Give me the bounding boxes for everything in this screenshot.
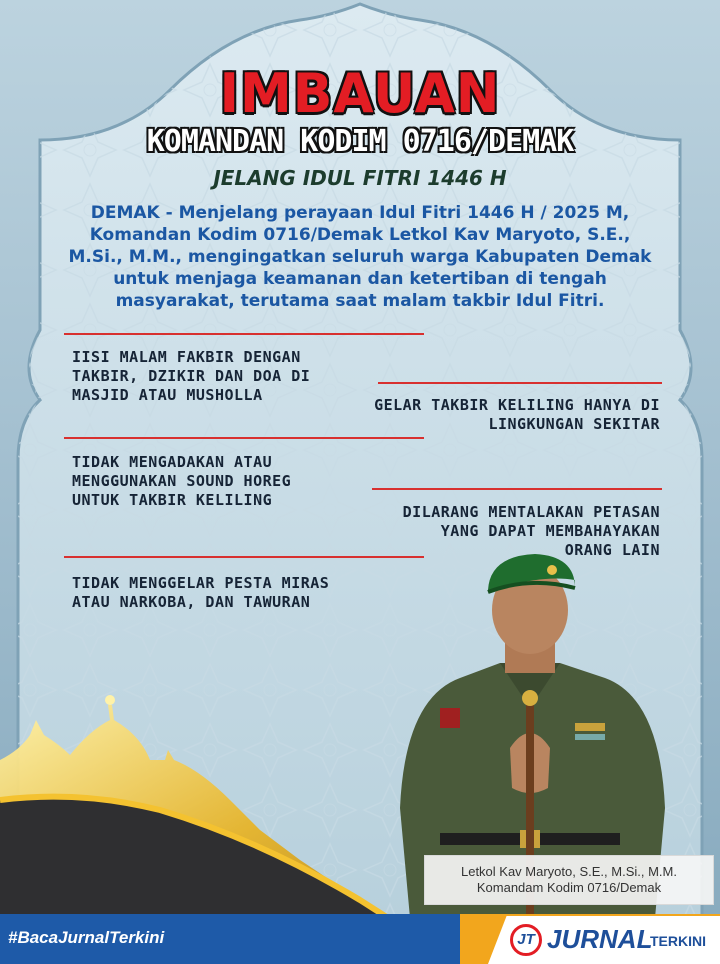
point-5: [72, 574, 329, 612]
point-1-line-3: MASJID ATAU MUSHOLLA: [72, 386, 263, 404]
point-2-line-2: LINGKUNGAN SEKITAR: [488, 415, 660, 433]
point-5-line-1: TIDAK MENGGELAR PESTA MIRAS: [72, 574, 330, 592]
point-2-line-1: GELAR TAKBIR KELILING HANYA DI: [374, 396, 660, 414]
page-title: IMBAUAN: [219, 62, 501, 126]
point-1-line-2: TAKBIR, DZIKIR DAN DOA DI: [72, 367, 311, 385]
divider: [372, 488, 662, 490]
page-subtitle: KOMANDAN KODIM 0716/DEMAK: [146, 124, 574, 159]
brand-name[interactable]: JURNAL: [547, 924, 653, 954]
footer-hashtag-area: [0, 914, 460, 964]
point-1-line-1: IISI MALAM FAKBIR DENGAN: [72, 348, 301, 366]
point-4-line-3: ORANG LAIN: [564, 541, 660, 559]
point-3-line-1: TIDAK MENGADAKAN ATAU: [72, 453, 273, 471]
point-4-line-2: YANG DAPAT MEMBAHAYAKAN: [440, 522, 660, 540]
photo-caption: [424, 855, 714, 905]
intro-paragraph: DEMAK - Menjelang perayaan Idul Fitri 1446 H / 2025 M, Komandan Kodim 0716/Demak Letkol Kav Maryoto, S.E., M.Si., M.M., mengingatkan seluruh warga Kabupaten Demak untuk menjaga keamanan dan ketertiban di tengah masyarakat, terutama saat malam takbir Idul Fitri.: [68, 203, 652, 311]
brand-name-sub: TERKINI: [650, 933, 706, 949]
caption-name: Letkol Kav Maryoto, S.E., M.Si., M.M.: [460, 864, 677, 879]
brand-logo-icon: JT: [510, 924, 542, 956]
divider: [378, 382, 662, 384]
point-1: [72, 348, 310, 405]
caption-role: Komandam Kodim 0716/Demak: [476, 880, 662, 895]
point-2: [374, 396, 660, 434]
point-4-line-1: DILARANG MENTALAKAN PETASAN: [402, 503, 660, 521]
hashtag-link[interactable]: #BacaJurnalTerkini: [8, 928, 165, 947]
tagline: JELANG IDUL FITRI 1446 H: [213, 166, 507, 190]
point-3-line-3: UNTUK TAKBIR KELILING: [72, 491, 273, 509]
point-3-line-2: MENGGUNAKAN SOUND HOREG: [72, 472, 292, 490]
divider: [64, 333, 424, 335]
point-5-line-2: ATAU NARKOBA, DAN TAWURAN: [72, 593, 311, 611]
point-3: [72, 453, 291, 510]
divider: [64, 437, 424, 439]
